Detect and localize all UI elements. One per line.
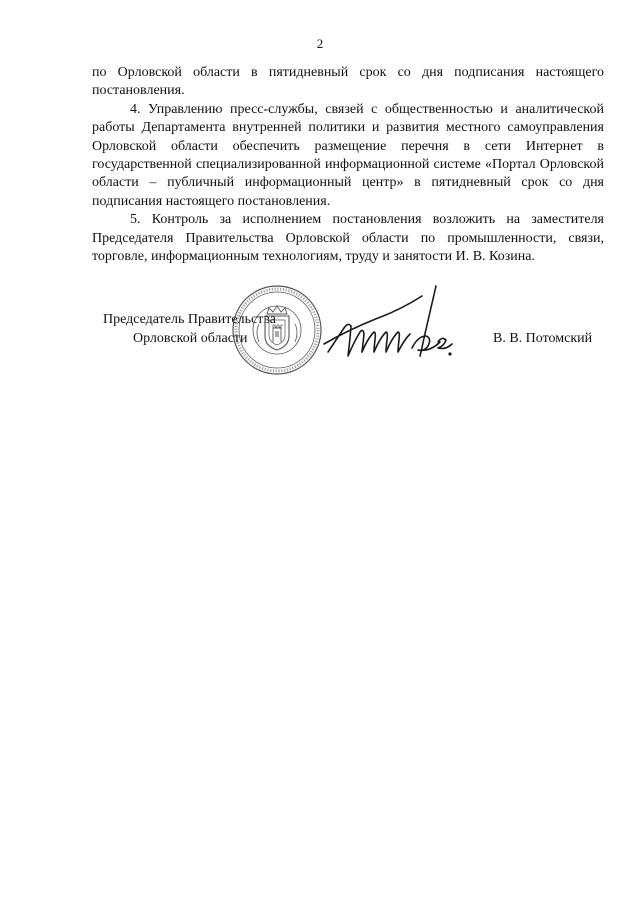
signatory-title-line1: Председатель Правительства (103, 312, 276, 327)
official-seal-icon (231, 284, 323, 376)
signatory-title-line2: Орловской области (133, 331, 248, 346)
page-number: 2 (316, 36, 324, 51)
paragraph-item-5: 5. Контроль за исполнением постановления возложить на заместителя Председателя Правительства Орловской области по промышленности, связи, торговле, информационным технологиям, труду и занятости И. В. Козина. (92, 212, 604, 265)
paragraph-item-4: 4. Управлению пресс-службы, связей с общественностью и аналитической работы Департамента внутренней политики и развития местного самоуправления Орловской области обеспечить размещение перечня в сети Интернет в государственной специализированной информационной системе «Портал Орловской области – публичный информационный центр» в пятидневный срок со дня подписания настоящего постановления. (92, 101, 604, 209)
signatory-name: В. В. Потомский (493, 331, 593, 346)
handwritten-signature-icon (318, 282, 458, 372)
document-body (92, 64, 604, 266)
paragraph-continuation: по Орловской области в пятидневный срок со дня подписания настоящего постановления. (92, 65, 604, 99)
